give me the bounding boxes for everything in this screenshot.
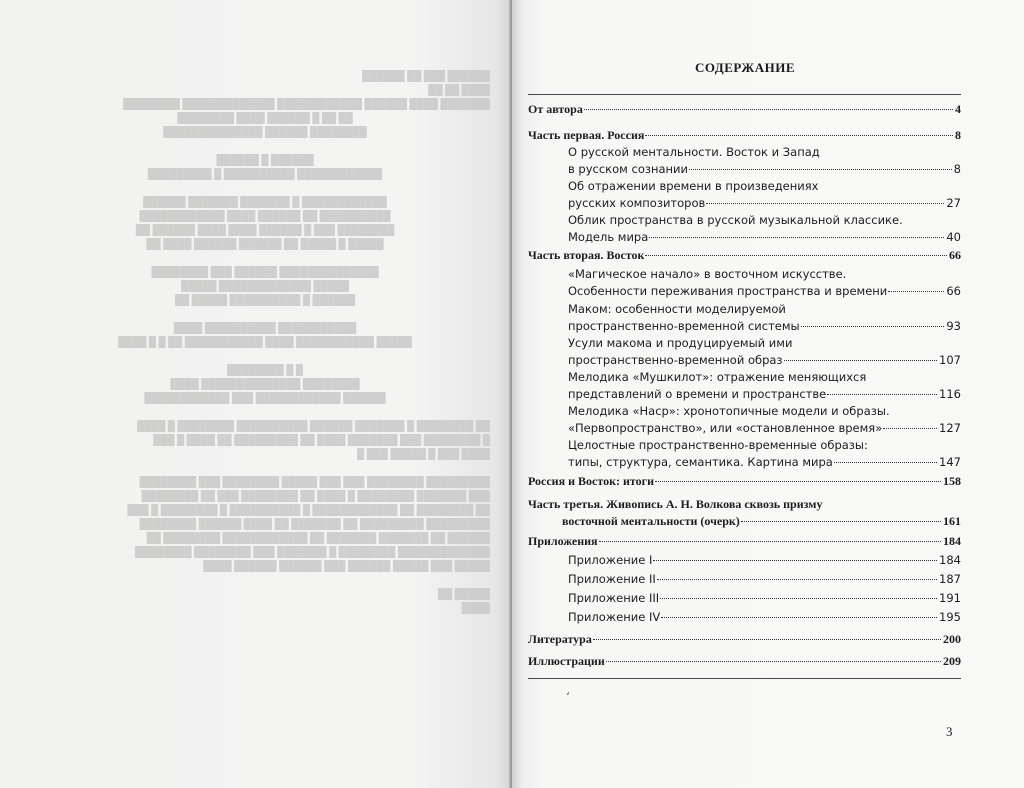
toc-entry-text: Целостные пространственно-временные образы: (568, 438, 868, 452)
toc-entry-text: Часть вторая. Восток (528, 248, 645, 262)
toc-subsection (568, 590, 961, 607)
toc-subsection (568, 552, 961, 569)
toc-entry-text: типы, структура, семантика. Картина мира (568, 455, 833, 469)
toc-page-number: 93 (946, 319, 961, 333)
toc-entry-text: Часть третья. Живопись А. Н. Волкова сквозь призму (528, 497, 823, 511)
toc-page-number: 209 (943, 654, 961, 668)
top-rule (528, 94, 961, 95)
dot-leader (706, 202, 944, 204)
toc-page-number: 161 (943, 514, 961, 528)
dot-leader (661, 616, 937, 618)
dot-leader (689, 168, 952, 170)
toc-subsection (568, 437, 961, 471)
toc-section (528, 247, 961, 264)
toc-page-number: 191 (939, 591, 961, 605)
toc-page-number: 66 (949, 248, 961, 262)
dot-leader (645, 134, 953, 136)
toc-entry-text: Иллюстрации (528, 654, 605, 668)
dot-leader (649, 236, 944, 238)
toc-entry-text: Приложение IV (568, 610, 661, 624)
toc-subsection (568, 335, 961, 369)
toc-entry-text: Часть первая. Россия (528, 128, 645, 142)
toc-page-number: 187 (939, 572, 961, 586)
dot-leader (834, 461, 937, 463)
toc-section (528, 653, 961, 670)
toc-page-number: 66 (946, 284, 961, 298)
toc-entry-text: Приложение II (568, 572, 656, 586)
dot-leader (655, 480, 941, 482)
dot-leader (593, 638, 941, 640)
dot-leader (741, 520, 941, 522)
toc-entry-text: русских композиторов (568, 196, 706, 210)
toc-entry-text: пространственно-временной образ (568, 353, 783, 367)
toc-entry-text: Об отражении времени в произведениях (568, 179, 819, 193)
toc-page-number: 8 (953, 162, 961, 176)
toc-section (528, 631, 961, 648)
toc-section (528, 127, 961, 144)
toc-entry-text: Мелодика «Наср»: хронотопичные модели и образы. (568, 404, 890, 418)
toc-page-number: 4 (955, 102, 961, 116)
toc-page-number: 107 (939, 353, 961, 367)
toc-subsection (568, 609, 961, 626)
dot-leader (888, 290, 944, 292)
toc-entry-text: От автора (528, 102, 583, 116)
toc-subsection (568, 571, 961, 588)
toc-subsection (568, 301, 961, 335)
dot-leader (599, 540, 941, 542)
toc-entry-text: Мелодика «Мушкилот»: отражение меняющихся (568, 370, 867, 384)
toc-page-number: 116 (939, 387, 961, 401)
toc-subsection (568, 144, 961, 178)
toc-entry-text: Облик пространства в русской музыкальной классике. (568, 213, 903, 227)
toc-page-number: 184 (943, 534, 961, 548)
toc-entry-text: Приложение III (568, 591, 660, 605)
toc-entry-text: Литература (528, 632, 592, 646)
dot-leader (801, 325, 945, 327)
toc-entry-text: О русской ментальности. Восток и Запад (568, 145, 820, 159)
toc-section (528, 473, 961, 490)
toc-section (528, 496, 961, 530)
toc-page-number: 147 (939, 455, 961, 469)
toc-entry-text: «Первопространство», или «остановленное время» (568, 421, 883, 435)
toc-subsection (568, 178, 961, 212)
toc-section (528, 533, 961, 550)
bottom-rule (528, 678, 961, 679)
toc-page-number: 158 (943, 474, 961, 488)
toc-entry-text: Маком: особенности моделируемой (568, 302, 786, 316)
toc-page-number: 40 (946, 230, 961, 244)
toc-page-number: 27 (946, 196, 961, 210)
dot-leader (657, 578, 937, 580)
dot-leader (883, 427, 937, 429)
toc-subsection (568, 212, 961, 246)
toc-entry-text: Россия и Восток: итоги (528, 474, 654, 488)
toc-entry-text: восточной ментальности (очерк) (562, 514, 740, 528)
toc-entry-text: Приложение I (568, 553, 653, 567)
toc-heading: СОДЕРЖАНИЕ (694, 60, 796, 75)
toc-entry-text: Особенности переживания пространства и времени (568, 284, 888, 298)
dot-leader (606, 660, 941, 662)
see-through-imprint: ██████ ███ ██ ██████ ████ ██ ██ ███████ ████ ██████ ████████████ █████████████ ████████ ██ ██ █ ██████ ████ ████████ ████████ ██████ ██████████████ ██████ █ ██████ ████████████ ██████████ █ █████████ ████████████ █ ███████ ███████ ██████ ██████████ ██ ██████ ████ ████████████ ████████ ███ █ ██████ ████ ████ ██████ ██ █████ █ █████ ██ ██████ ██████ ████ ██ ██████████████ ██████ ███ ████████ █████ █████████████ █████ ██████ █ ██████████ █████ ██ ███████████ ██████████ ████ █████ ███████████ ████ ███████████ ██ █ █ ████ █ █ ████████ ████████ ██████████████ ████ ██████ ████████████ ███ ████████████ ██ ████████ █ ███████ ██████ ██████████ ████████ █ ████ █ ████████ ███ ███████ ████ ██ █████████ ██ ████ █ ███ ████ ███ █ █████ ███ █ █████████ ████████ ███ ███ █████ ████████ ███ ████████ ███ ███████ ████████ █ ████ ██ ████████ ███ ██ ████████ ██ ████████ ██ ████████████ █ ██████████ █ ████████ █ ███ █████████ █████████ ██ ███████ ██ ████ ██████ ████████ ██████ ██ ███████ ███████ ██ ████████████ ████████ ██ █████████████ ████████ █ ███████ ███ ████████ ████████ █████ ███ █████ ██████ ███ ██████ ██████ ████ █████ ██ ████ (118, 71, 490, 614)
toc-entry-text: «Магическое начало» в восточном искусстве. (568, 267, 847, 281)
toc-entry-text: представлений о времени и пространстве (568, 387, 827, 401)
toc-subsection (568, 403, 961, 437)
toc-page-number: 127 (939, 421, 961, 435)
toc-entry-text: в русском сознании (568, 162, 689, 176)
toc-entry-text: Усули макома и продуцируемый ими (568, 336, 793, 350)
dot-leader (784, 359, 938, 361)
dot-leader (660, 597, 937, 599)
stray-mark: ʻ (566, 690, 570, 704)
toc-page-number: 184 (939, 553, 961, 567)
toc-entry-text: пространственно-временной системы (568, 319, 800, 333)
toc-page-number: 195 (939, 610, 961, 624)
toc-section (528, 101, 961, 118)
toc-page-number: 8 (955, 128, 961, 142)
dot-leader (653, 559, 937, 561)
dot-leader (584, 108, 953, 110)
dot-leader (827, 393, 937, 395)
toc-entry-text: Приложения (528, 534, 598, 548)
dot-leader (645, 254, 947, 256)
toc-entry-text: Модель мира (568, 230, 649, 244)
toc-page-number: 200 (943, 632, 961, 646)
page-number: 3 (946, 724, 953, 739)
toc-subsection (568, 369, 961, 403)
toc-subsection (568, 266, 961, 300)
